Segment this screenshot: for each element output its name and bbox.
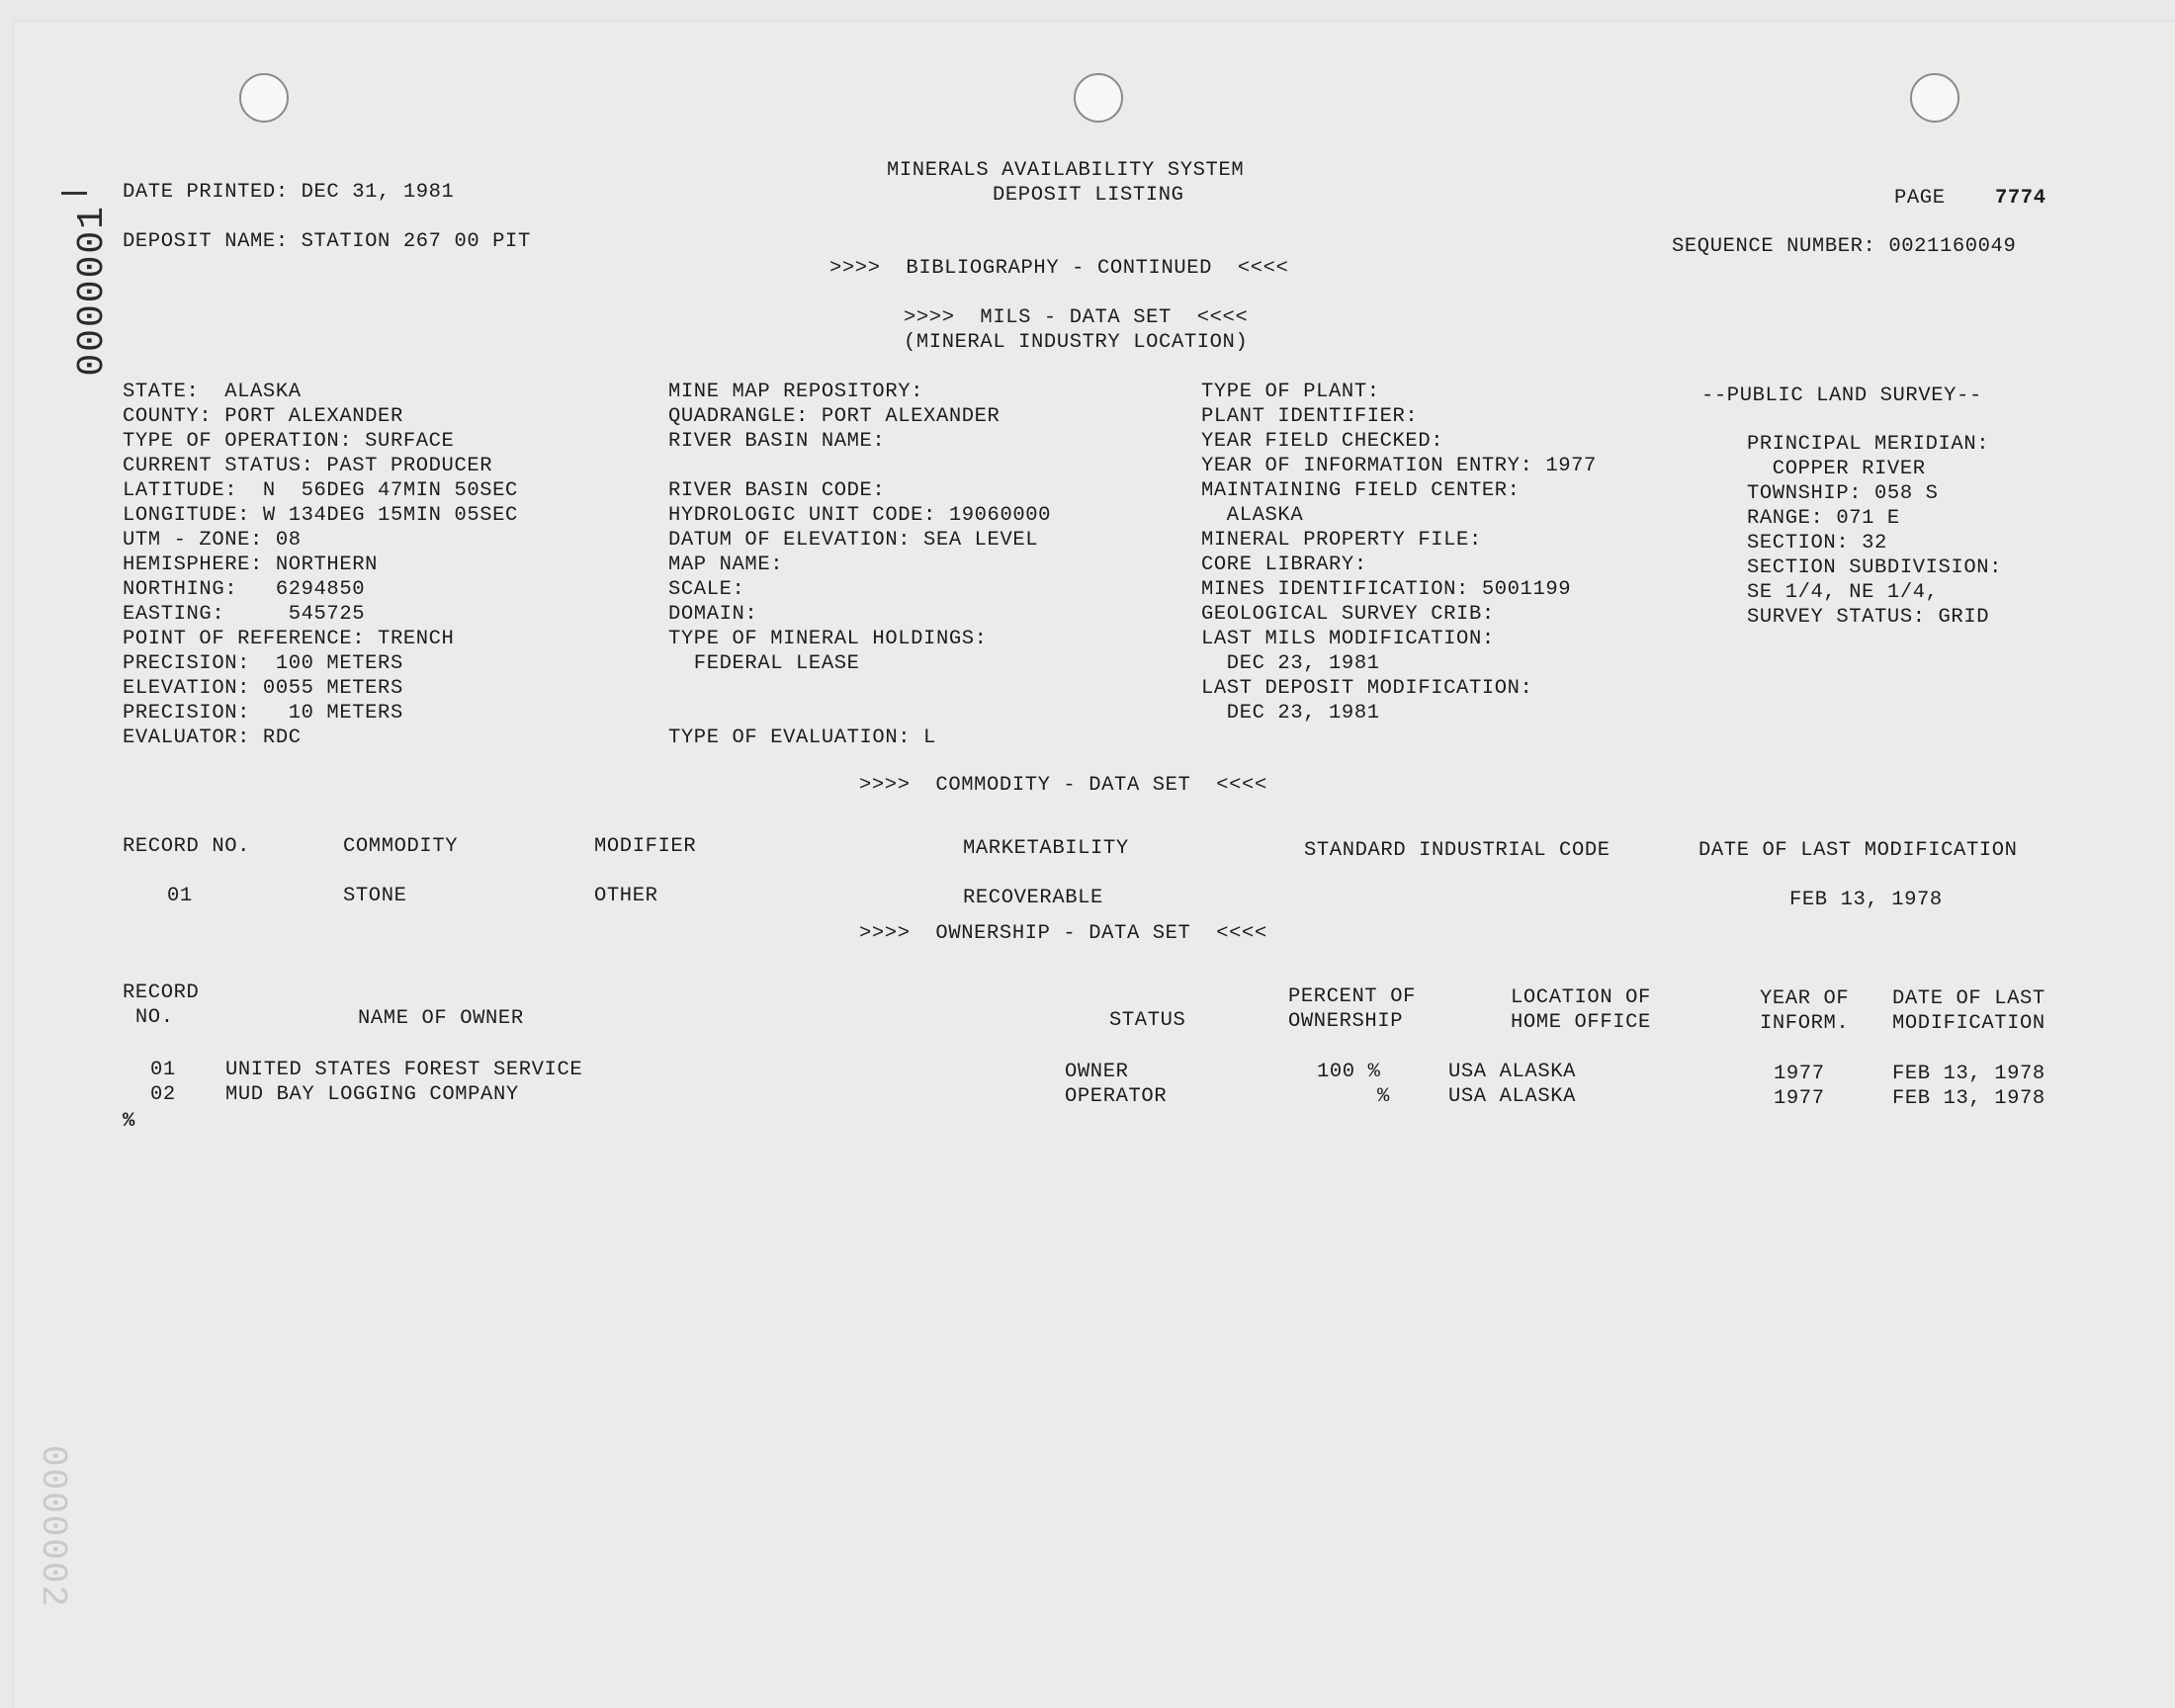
ownership-header-inform: INFORM. (1760, 1012, 1850, 1035)
ownership-header-year: YEAR OF (1760, 987, 1850, 1010)
ownership-header-modification: MODIFICATION (1892, 1012, 2045, 1035)
field-year-information-entry: YEAR OF INFORMATION ENTRY: 1977 (1201, 455, 1597, 477)
field-field-center-value: ALASKA (1201, 504, 1304, 527)
field-last-mils-modification: LAST MILS MODIFICATION: (1201, 628, 1495, 650)
punch-hole-left (239, 73, 289, 123)
ownership-header-percent: PERCENT OF (1288, 985, 1417, 1008)
field-mineral-property-file: MINERAL PROPERTY FILE: (1201, 529, 1482, 552)
field-datum-of-elevation: DATUM OF ELEVATION: SEA LEVEL (668, 529, 1039, 552)
field-range: RANGE: 071 E (1747, 507, 1900, 530)
commodity-header-record-no: RECORD NO. (123, 835, 251, 858)
commodity-header-date-modification: DATE OF LAST MODIFICATION (1698, 839, 2018, 862)
field-scale: SCALE: (668, 578, 745, 601)
ownership-header-name: NAME OF OWNER (358, 1007, 524, 1030)
field-principal-meridian-value: COPPER RIVER (1747, 458, 1926, 480)
owner-record-no: 01 (150, 1059, 176, 1081)
field-last-deposit-modification-value: DEC 23, 1981 (1201, 702, 1380, 725)
commodity-marketability: RECOVERABLE (963, 887, 1103, 909)
field-river-basin-code: RIVER BASIN CODE: (668, 479, 886, 502)
owner-location: USA ALASKA (1448, 1061, 1577, 1083)
field-county: COUNTY: PORT ALEXANDER (123, 405, 403, 428)
field-type-of-evaluation: TYPE OF EVALUATION: L (668, 726, 936, 749)
ownership-header-ownership: OWNERSHIP (1288, 1010, 1404, 1033)
commodity-header-commodity: COMMODITY (343, 835, 459, 858)
ownership-header-date-last: DATE OF LAST (1892, 987, 2045, 1010)
field-precision-elevation: PRECISION: 10 METERS (123, 702, 403, 725)
owner-status: OPERATOR (1065, 1085, 1168, 1108)
field-point-of-reference: POINT OF REFERENCE: TRENCH (123, 628, 455, 650)
printout-sheet (14, 22, 2175, 1708)
ownership-heading: >>>> OWNERSHIP - DATA SET <<<< (859, 922, 1267, 945)
owner-status: OWNER (1065, 1061, 1129, 1083)
field-year-field-checked: YEAR FIELD CHECKED: (1201, 430, 1444, 453)
listing-title: DEPOSIT LISTING (993, 184, 1184, 207)
field-core-library: CORE LIBRARY: (1201, 554, 1367, 576)
field-operation-type: TYPE OF OPERATION: SURFACE (123, 430, 455, 453)
ownership-header-record: RECORD (123, 982, 200, 1004)
field-section-subdivision-value: SE 1/4, NE 1/4, (1747, 581, 1939, 604)
punch-hole-right (1910, 73, 1959, 123)
side-frame-code: 0000001 (71, 205, 114, 377)
owner-location: USA ALASKA (1448, 1085, 1577, 1108)
deposit-name: DEPOSIT NAME: STATION 267 00 PIT (123, 230, 531, 253)
field-current-status: CURRENT STATUS: PAST PRODUCER (123, 455, 493, 477)
end-of-record-marker: % (123, 1110, 135, 1133)
commodity-heading: >>>> COMMODITY - DATA SET <<<< (859, 774, 1267, 797)
field-longitude: LONGITUDE: W 134DEG 15MIN 05SEC (123, 504, 518, 527)
page-number: 7774 (1995, 187, 2046, 210)
owner-date-modification: FEB 13, 1978 (1892, 1087, 2045, 1110)
field-northing: NORTHING: 6294850 (123, 578, 366, 601)
field-precision-location: PRECISION: 100 METERS (123, 652, 403, 675)
field-quadrangle: QUADRANGLE: PORT ALEXANDER (668, 405, 1000, 428)
commodity-header-modifier: MODIFIER (594, 835, 697, 858)
field-river-basin-name: RIVER BASIN NAME: (668, 430, 886, 453)
bibliography-heading: >>>> BIBLIOGRAPHY - CONTINUED <<<< (829, 257, 1289, 280)
field-domain: DOMAIN: (668, 603, 758, 626)
field-hemisphere: HEMISPHERE: NORTHERN (123, 554, 379, 576)
ownership-header-location: LOCATION OF (1511, 986, 1651, 1009)
field-mineral-holdings: TYPE OF MINERAL HOLDINGS: (668, 628, 988, 650)
commodity-record-no: 01 (167, 885, 193, 907)
public-land-survey-title: --PUBLIC LAND SURVEY-- (1701, 384, 1982, 407)
commodity-header-marketability: MARKETABILITY (963, 837, 1129, 860)
field-hydrologic-unit-code: HYDROLOGIC UNIT CODE: 19060000 (668, 504, 1052, 527)
date-printed: DATE PRINTED: DEC 31, 1981 (123, 181, 455, 204)
field-section: SECTION: 32 (1747, 532, 1887, 555)
commodity-modifier: OTHER (594, 885, 658, 907)
field-last-mils-modification-value: DEC 23, 1981 (1201, 652, 1380, 675)
field-survey-crib: GEOLOGICAL SURVEY CRIB: (1201, 603, 1495, 626)
commodity-name: STONE (343, 885, 407, 907)
punch-hole-center (1074, 73, 1123, 123)
ownership-header-home-office: HOME OFFICE (1511, 1011, 1651, 1034)
side-code-tick (61, 192, 87, 195)
field-utm-zone: UTM - ZONE: 08 (123, 529, 302, 552)
field-township: TOWNSHIP: 058 S (1747, 482, 1939, 505)
field-survey-status: SURVEY STATUS: GRID (1747, 606, 1990, 629)
mils-subheading: (MINERAL INDUSTRY LOCATION) (904, 331, 1249, 354)
field-type-of-plant: TYPE OF PLANT: (1201, 381, 1380, 403)
field-latitude: LATITUDE: N 56DEG 47MIN 50SEC (123, 479, 518, 502)
owner-percent: 100 % (1317, 1061, 1381, 1083)
ownership-header-record-no: NO. (123, 1006, 174, 1029)
field-principal-meridian: PRINCIPAL MERIDIAN: (1747, 433, 1990, 456)
owner-name: UNITED STATES FOREST SERVICE (225, 1059, 583, 1081)
owner-record-no: 02 (150, 1083, 176, 1106)
commodity-date-modification: FEB 13, 1978 (1789, 889, 1943, 911)
mils-heading: >>>> MILS - DATA SET <<<< (904, 306, 1249, 329)
field-map-name: MAP NAME: (668, 554, 784, 576)
field-elevation: ELEVATION: 0055 METERS (123, 677, 403, 700)
page-label: PAGE (1894, 187, 1946, 210)
commodity-header-sic: STANDARD INDUSTRIAL CODE (1304, 839, 1610, 862)
field-plant-identifier: PLANT IDENTIFIER: (1201, 405, 1419, 428)
field-last-deposit-modification: LAST DEPOSIT MODIFICATION: (1201, 677, 1533, 700)
owner-name: MUD BAY LOGGING COMPANY (225, 1083, 519, 1106)
field-mine-map-repository: MINE MAP REPOSITORY: (668, 381, 924, 403)
owner-date-modification: FEB 13, 1978 (1892, 1063, 2045, 1085)
field-evaluator: EVALUATOR: RDC (123, 726, 302, 749)
ownership-header-status: STATUS (1109, 1009, 1186, 1032)
owner-percent: % (1377, 1085, 1390, 1108)
field-state: STATE: ALASKA (123, 381, 302, 403)
owner-year: 1977 (1774, 1063, 1825, 1085)
system-title: MINERALS AVAILABILITY SYSTEM (887, 159, 1245, 182)
field-easting: EASTING: 545725 (123, 603, 366, 626)
field-field-center: MAINTAINING FIELD CENTER: (1201, 479, 1521, 502)
field-section-subdivision: SECTION SUBDIVISION: (1747, 556, 2003, 579)
field-mineral-holdings-value: FEDERAL LEASE (668, 652, 860, 675)
field-mines-identification: MINES IDENTIFICATION: 5001199 (1201, 578, 1572, 601)
sequence-number: SEQUENCE NUMBER: 0021160049 (1672, 235, 2017, 258)
owner-year: 1977 (1774, 1087, 1825, 1110)
side-frame-code-faint: 0000002 (33, 1445, 73, 1609)
